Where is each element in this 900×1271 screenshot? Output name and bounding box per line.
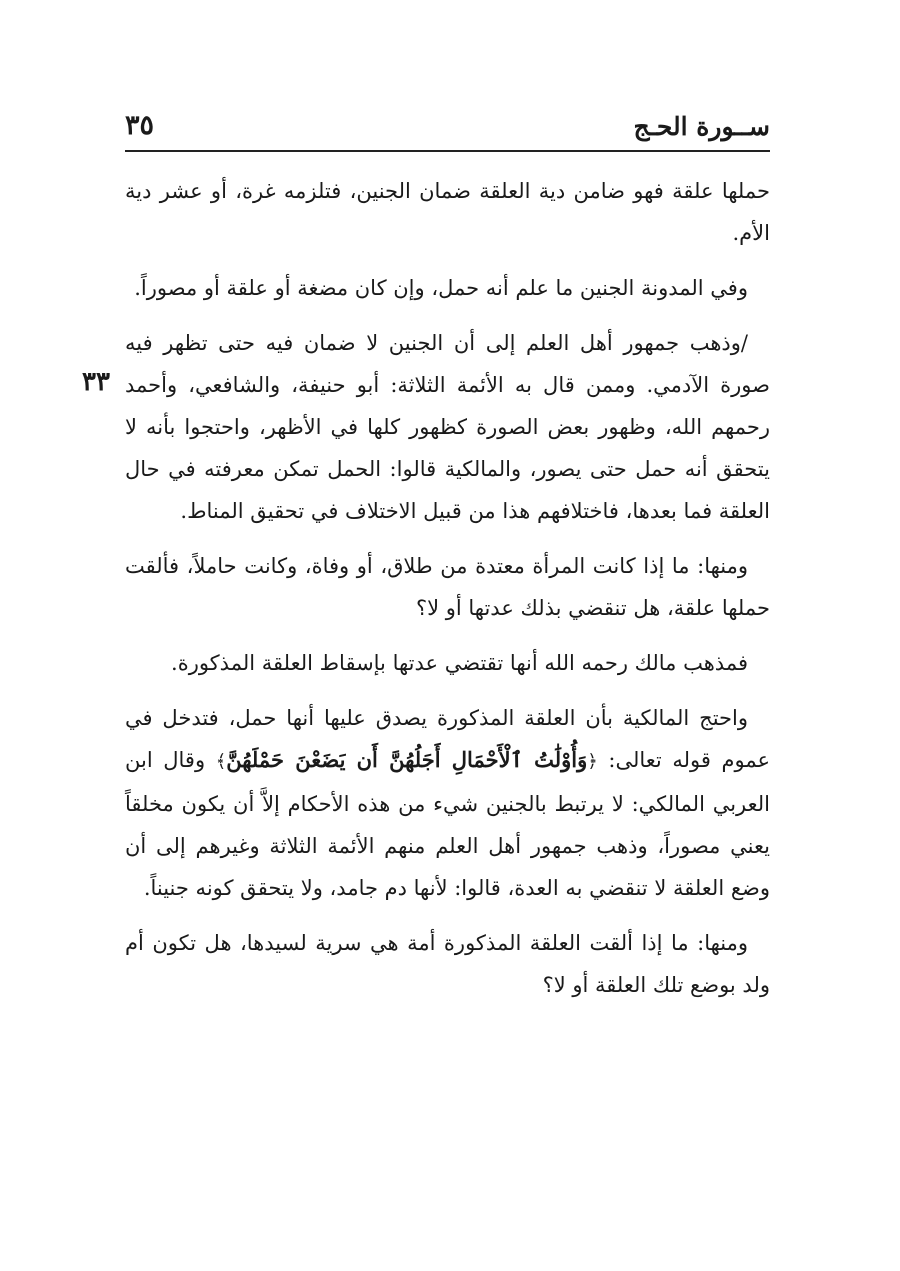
- running-header: [125, 108, 770, 148]
- page-number: ٣٥: [125, 110, 155, 141]
- body-text: [125, 170, 770, 1019]
- header-rule: [125, 150, 770, 152]
- paragraph-3: /وذهب جمهور أهل العلم إلى أن الجنين لا ضمان فيه حتى تظهر فيه صورة الآدمي. وممن قال به الأئمة الثلاثة: أبو حنيفة، والشافعي، وأحمد رحمهم الله، وظهور بعض الصورة كظهور كلها في الأظهر، واحتجوا بأنه لا يتحقق أنه حمل حتى يصور، والمالكية قالوا: الحمل تمكن معرفته في حال العلقة فما بعدها، فاختلافهم هذا من قبيل الاختلاف في تحقيق المناط.: [125, 331, 770, 523]
- quran-intro-text: واحتج المالكية بأن العلقة المذكورة يصدق عليها أنها حمل، فتدخل في عموم قوله تعالى:: [125, 706, 770, 772]
- paragraph-7: ومنها: ما إذا ألقت العلقة المذكورة أمة هي سرية لسيدها، هل تكون أم ولد بوضع تلك العلقة أو لا؟: [125, 931, 770, 997]
- surah-title: ســورة الحـج: [633, 112, 770, 141]
- quran-followup-text: وقال ابن العربي المالكي: لا يرتبط بالجنين شيء من هذه الأحكام إلاَّ أن يكون مخلقاً يعني مصوراً، وذهب جمهور أهل العلم منهم الأئمة الثلاثة وغيرهم إلى أن وضع العلقة لا تنقضي به العدة، قالوا: لأنها دم جامد، ولا يتحقق كونه جنيناً.: [125, 748, 770, 900]
- quran-open-bracket: ﴿: [587, 751, 598, 772]
- paragraph-4: ومنها: ما إذا كانت المرأة معتدة من طلاق، أو وفاة، وكانت حاملاً، فألقت حملها علقة، هل تنقضي بذلك عدتها أو لا؟: [125, 554, 770, 620]
- paragraph-2: وفي المدونة الجنين ما علم أنه حمل، وإن كان مضغة أو علقة أو مصوراً.: [134, 276, 748, 300]
- quran-close-bracket: ﴾: [215, 751, 227, 772]
- margin-page-marker: ٣٣: [82, 367, 110, 397]
- paragraph-1: حملها علقة فهو ضامن دية العلقة ضمان الجنين، فتلزمه غرة، أو عشر دية الأم.: [125, 179, 770, 245]
- paragraph-6-quran-citation: [125, 697, 770, 909]
- paragraph-5: فمذهب مالك رحمه الله أنها تقتضي عدتها بإسقاط العلقة المذكورة.: [171, 651, 748, 675]
- quran-verse: وَأُوْلَٰتُ ٱلْأَحْمَالِ أَجَلُهُنَّ أَن يَضَعْنَ حَمْلَهُنَّ: [226, 747, 588, 772]
